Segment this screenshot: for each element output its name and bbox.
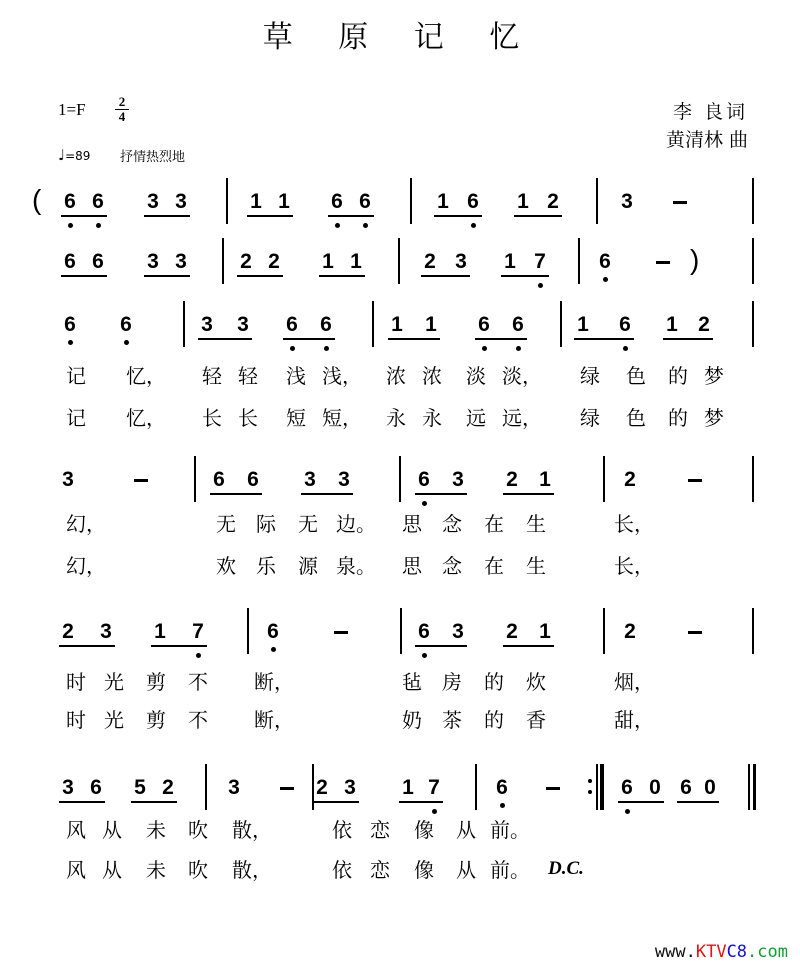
sustain-dash: [334, 631, 348, 634]
eighth-beam: [301, 493, 353, 495]
jianpu-note: 1: [278, 190, 290, 213]
lyric-syllable: 剪: [146, 670, 166, 694]
lyric-syllable: 永: [422, 406, 442, 430]
jianpu-note: 0: [704, 776, 716, 799]
lyric-syllable: 梦: [704, 364, 724, 388]
jianpu-note: 6: [213, 468, 225, 491]
watermark-prefix: www.: [654, 942, 696, 962]
lyric-syllable: 长: [202, 406, 222, 430]
jianpu-note: 1: [666, 313, 678, 336]
lyric-syllable: 远: [466, 406, 486, 430]
sustain-dash: [688, 631, 702, 634]
jianpu-note: 2: [316, 776, 328, 799]
lyric-syllable: 未: [146, 818, 166, 842]
lyric-syllable: 依: [332, 858, 352, 882]
lyric-syllable: 欢: [216, 554, 236, 578]
eighth-beam: [151, 645, 207, 647]
barline: [603, 456, 605, 502]
lyric-syllable: 色: [626, 364, 646, 388]
jianpu-note: 6: [496, 776, 508, 799]
barline: [400, 608, 402, 654]
eighth-beam: [61, 275, 107, 277]
eighth-beam: [131, 801, 177, 803]
sustain-dash: [656, 261, 670, 264]
jianpu-note: 3: [237, 313, 249, 336]
lyric-syllable: 时: [66, 670, 86, 694]
low-octave-dot: [68, 223, 73, 228]
lyric-syllable: 在: [484, 554, 504, 578]
lyric-syllable: 房: [442, 670, 462, 694]
jianpu-note: 6: [64, 250, 76, 273]
repeat-barline-thick: [600, 764, 604, 810]
lyric-syllable: 剪: [146, 708, 166, 732]
lyric-syllable: 长: [238, 406, 258, 430]
lyric-syllable: 甜，: [614, 708, 654, 732]
lyric-syllable: 永: [386, 406, 406, 430]
lyric-syllable: 乐: [256, 554, 276, 578]
lyric-syllable: 源: [298, 554, 318, 578]
jianpu-note: 2: [162, 776, 174, 799]
lyric-syllable: 的: [668, 406, 688, 430]
eighth-beam: [313, 801, 359, 803]
jianpu-note: 2: [424, 250, 436, 273]
lyric-syllable: 依: [332, 818, 352, 842]
lyric-syllable: 断，: [254, 670, 294, 694]
lyric-syllable: 前。: [490, 858, 530, 882]
eighth-beam: [198, 338, 252, 340]
lyric-syllable: 轻: [202, 364, 222, 388]
lyric-syllable: 梦: [704, 406, 724, 430]
jianpu-note: 2: [624, 620, 636, 643]
barline: [399, 456, 401, 502]
lyric-syllable: 风: [66, 818, 86, 842]
jianpu-note: 3: [455, 250, 467, 273]
barline: [410, 178, 412, 224]
lyric-syllable: 吹: [188, 858, 208, 882]
jianpu-note: 3: [175, 250, 187, 273]
jianpu-note: 5: [134, 776, 146, 799]
low-octave-dot: [625, 809, 630, 814]
jianpu-note: 6: [619, 313, 631, 336]
eighth-beam: [677, 801, 719, 803]
lyric-syllable: 断，: [254, 708, 294, 732]
jianpu-note: 7: [192, 620, 204, 643]
barline: [752, 608, 754, 654]
lyric-syllable: 无: [216, 512, 236, 536]
lyric-syllable: 浓: [386, 364, 406, 388]
expression-marking: 抒情热烈地: [120, 150, 186, 165]
tempo-marking: [58, 146, 90, 164]
lyric-syllable: 不: [188, 708, 208, 732]
lyric-syllable: 短: [286, 406, 306, 430]
eighth-beam: [574, 338, 634, 340]
lyric-syllable: 从: [102, 858, 122, 882]
jianpu-note: 1: [539, 468, 551, 491]
jianpu-note: 6: [247, 468, 259, 491]
jianpu-note: 3: [62, 776, 74, 799]
jianpu-note: 3: [344, 776, 356, 799]
low-octave-dot: [196, 653, 201, 658]
lyric-syllable: 长，: [614, 512, 654, 536]
eighth-beam: [415, 493, 467, 495]
jianpu-note: 6: [478, 313, 490, 336]
lyric-syllable: 烟，: [614, 670, 654, 694]
lyric-syllable: 思: [402, 512, 422, 536]
low-octave-dot: [623, 346, 628, 351]
lyric-syllable: 时: [66, 708, 86, 732]
barline: [247, 608, 249, 654]
lyric-syllable: 幻，: [66, 554, 106, 578]
song-title: 草 原 记 忆: [262, 20, 538, 55]
da-capo-marking: D.C.: [548, 858, 584, 879]
final-barline: [748, 764, 750, 810]
lyric-syllable: 的: [484, 670, 504, 694]
lyric-syllable: 短，: [322, 406, 362, 430]
jianpu-note: 2: [268, 250, 280, 273]
lyric-syllable: 边。: [336, 512, 376, 536]
lyric-syllable: 绿: [580, 364, 600, 388]
sustain-dash: [134, 479, 148, 482]
jianpu-note: 6: [331, 190, 343, 213]
lyric-syllable: 恋: [370, 818, 390, 842]
jianpu-note: 6: [680, 776, 692, 799]
eighth-beam: [618, 801, 664, 803]
lyric-syllable: 生: [526, 512, 546, 536]
lyric-syllable: 际: [256, 512, 276, 536]
barline: [578, 238, 580, 284]
barline: [222, 238, 224, 284]
barline: [752, 178, 754, 224]
jianpu-note: 3: [147, 190, 159, 213]
jianpu-note: 1: [437, 190, 449, 213]
sustain-dash: [280, 787, 294, 790]
jianpu-note: 6: [359, 190, 371, 213]
jianpu-note: 0: [649, 776, 661, 799]
low-octave-dot: [271, 647, 276, 652]
lyric-syllable: 吹: [188, 818, 208, 842]
barline: [752, 456, 754, 502]
eighth-beam: [319, 275, 365, 277]
lyric-syllable: 淡: [466, 364, 486, 388]
eighth-beam: [475, 338, 527, 340]
barline: [372, 301, 374, 347]
lyric-syllable: 恋: [370, 858, 390, 882]
eighth-beam: [415, 645, 467, 647]
lyric-syllable: 浓: [422, 364, 442, 388]
barline: [226, 178, 228, 224]
barline: [560, 301, 562, 347]
barline: [183, 301, 185, 347]
eighth-beam: [237, 275, 283, 277]
composer-credit: 黄清林 曲: [665, 129, 748, 151]
time-signature-bottom: 4: [118, 109, 126, 124]
lyric-syllable: 的: [668, 364, 688, 388]
low-octave-dot: [335, 223, 340, 228]
time-signature-top: 2: [118, 94, 126, 109]
jianpu-note: 1: [250, 190, 262, 213]
jianpu-note: 6: [120, 313, 132, 336]
jianpu-note: 1: [504, 250, 516, 273]
jianpu-note: 2: [62, 620, 74, 643]
watermark-com: .com: [747, 942, 788, 962]
lyric-syllable: 的: [484, 708, 504, 732]
jianpu-note: 3: [338, 468, 350, 491]
low-octave-dot: [290, 346, 295, 351]
eighth-beam: [514, 215, 562, 217]
eighth-beam: [144, 275, 190, 277]
eighth-beam: [434, 215, 482, 217]
jianpu-note: 6: [512, 313, 524, 336]
jianpu-note: 1: [322, 250, 334, 273]
lyric-syllable: 香: [526, 708, 546, 732]
jianpu-note: 1: [577, 313, 589, 336]
lyric-syllable: 记: [66, 364, 86, 388]
eighth-beam: [59, 645, 115, 647]
lyric-syllable: 未: [146, 858, 166, 882]
low-octave-dot: [482, 346, 487, 351]
eighth-beam: [328, 215, 374, 217]
lyric-syllable: 像: [414, 818, 434, 842]
lyric-syllable: 奶: [402, 708, 422, 732]
lyric-syllable: 从: [102, 818, 122, 842]
jianpu-note: 7: [428, 776, 440, 799]
low-octave-dot: [538, 283, 543, 288]
jianpu-note: 6: [92, 250, 104, 273]
low-octave-dot: [68, 340, 73, 345]
barline: [475, 764, 477, 810]
time-signature: [115, 96, 129, 123]
barline: [752, 301, 754, 347]
paren-open: (: [32, 184, 42, 215]
lyric-syllable: 毡: [402, 670, 422, 694]
lyric-syllable: 念: [442, 554, 462, 578]
lyric-syllable: 浅，: [322, 364, 362, 388]
watermark: [655, 942, 788, 962]
jianpu-note: 6: [599, 250, 611, 273]
jianpu-note: 6: [64, 313, 76, 336]
lyric-syllable: 轻: [238, 364, 258, 388]
jianpu-note: 6: [92, 190, 104, 213]
repeat-dot: [588, 790, 592, 794]
jianpu-note: 1: [154, 620, 166, 643]
sustain-dash: [688, 479, 702, 482]
eighth-beam: [399, 801, 443, 803]
repeat-dot: [588, 779, 592, 783]
lyric-syllable: 思: [402, 554, 422, 578]
jianpu-note: 3: [175, 190, 187, 213]
repeat-barline: [596, 764, 598, 810]
lyric-syllable: 像: [414, 858, 434, 882]
lyric-syllable: 风: [66, 858, 86, 882]
barline: [596, 178, 598, 224]
low-octave-dot: [516, 346, 521, 351]
jianpu-note: 3: [452, 620, 464, 643]
jianpu-note: 3: [100, 620, 112, 643]
eighth-beam: [144, 215, 190, 217]
low-octave-dot: [471, 223, 476, 228]
lyric-syllable: 色: [626, 406, 646, 430]
jianpu-note: 6: [320, 313, 332, 336]
lyric-syllable: 幻，: [66, 512, 106, 536]
lyric-syllable: 绿: [580, 406, 600, 430]
eighth-beam: [61, 215, 107, 217]
jianpu-note: 3: [201, 313, 213, 336]
low-octave-dot: [124, 340, 129, 345]
barline: [194, 456, 196, 502]
lyricist-credit: 李 良词: [672, 101, 748, 123]
barline: [603, 608, 605, 654]
jianpu-note: 2: [624, 468, 636, 491]
lyric-syllable: 淡，: [502, 364, 542, 388]
low-octave-dot: [96, 223, 101, 228]
jianpu-note: 1: [391, 313, 403, 336]
jianpu-note: 6: [90, 776, 102, 799]
eighth-beam: [421, 275, 470, 277]
jianpu-note: 6: [267, 620, 279, 643]
jianpu-note: 3: [452, 468, 464, 491]
tempo-value: =89: [65, 149, 91, 163]
jianpu-note: 3: [621, 190, 633, 213]
lyric-syllable: 前。: [490, 818, 530, 842]
lyric-syllable: 忆，: [126, 364, 166, 388]
lyric-syllable: 从: [456, 818, 476, 842]
lyric-syllable: 生: [526, 554, 546, 578]
lyric-syllable: 散，: [232, 818, 272, 842]
jianpu-note: 3: [62, 468, 74, 491]
final-barline-2: [753, 764, 756, 810]
barline: [205, 764, 207, 810]
lyric-syllable: 从: [456, 858, 476, 882]
low-octave-dot: [422, 501, 427, 506]
jianpu-note: 1: [402, 776, 414, 799]
jianpu-note: 3: [147, 250, 159, 273]
lyric-syllable: 散，: [232, 858, 272, 882]
low-octave-dot: [422, 653, 427, 658]
jianpu-note: 6: [621, 776, 633, 799]
lyric-syllable: 泉。: [336, 554, 376, 578]
low-octave-dot: [324, 346, 329, 351]
lyric-syllable: 记: [66, 406, 86, 430]
eighth-beam: [59, 801, 105, 803]
lyric-syllable: 茶: [442, 708, 462, 732]
jianpu-note: 2: [506, 468, 518, 491]
barline: [398, 238, 400, 284]
lyric-syllable: 炊: [526, 670, 546, 694]
lyric-syllable: 在: [484, 512, 504, 536]
barline: [312, 764, 314, 810]
jianpu-note: 2: [547, 190, 559, 213]
barline: [752, 238, 754, 284]
lyric-syllable: 忆，: [126, 406, 166, 430]
low-octave-dot: [500, 803, 505, 808]
quarter-note-icon: ♩: [58, 146, 66, 164]
eighth-beam: [388, 338, 440, 340]
jianpu-note: 6: [418, 468, 430, 491]
jianpu-note: 2: [506, 620, 518, 643]
sustain-dash: [546, 787, 560, 790]
lyric-syllable: 远，: [502, 406, 542, 430]
key-signature: 1=F: [58, 100, 86, 119]
jianpu-note: 6: [467, 190, 479, 213]
eighth-beam: [503, 493, 554, 495]
jianpu-note: 1: [539, 620, 551, 643]
lyric-syllable: 浅: [286, 364, 306, 388]
jianpu-note: 1: [425, 313, 437, 336]
jianpu-note: 3: [304, 468, 316, 491]
sustain-dash: [673, 201, 687, 204]
jianpu-note: 6: [418, 620, 430, 643]
watermark-c8: C8: [726, 942, 748, 962]
jianpu-note: 1: [350, 250, 362, 273]
eighth-beam: [663, 338, 713, 340]
lyric-syllable: 念: [442, 512, 462, 536]
lyric-syllable: 长，: [614, 554, 654, 578]
jianpu-note: 6: [286, 313, 298, 336]
jianpu-note: 3: [228, 776, 240, 799]
low-octave-dot: [603, 277, 608, 282]
eighth-beam: [503, 645, 554, 647]
eighth-beam: [283, 338, 335, 340]
lyric-syllable: 不: [188, 670, 208, 694]
lyric-syllable: 无: [298, 512, 318, 536]
jianpu-note: 6: [64, 190, 76, 213]
eighth-beam: [501, 275, 549, 277]
watermark-ktv: KTV: [695, 942, 727, 962]
jianpu-note: 2: [698, 313, 710, 336]
paren-close: ): [690, 244, 700, 275]
jianpu-note: 1: [517, 190, 529, 213]
eighth-beam: [210, 493, 262, 495]
jianpu-note: 7: [534, 250, 546, 273]
eighth-beam: [247, 215, 293, 217]
lyric-syllable: 光: [104, 670, 124, 694]
jianpu-note: 2: [240, 250, 252, 273]
lyric-syllable: 光: [104, 708, 124, 732]
low-octave-dot: [363, 223, 368, 228]
